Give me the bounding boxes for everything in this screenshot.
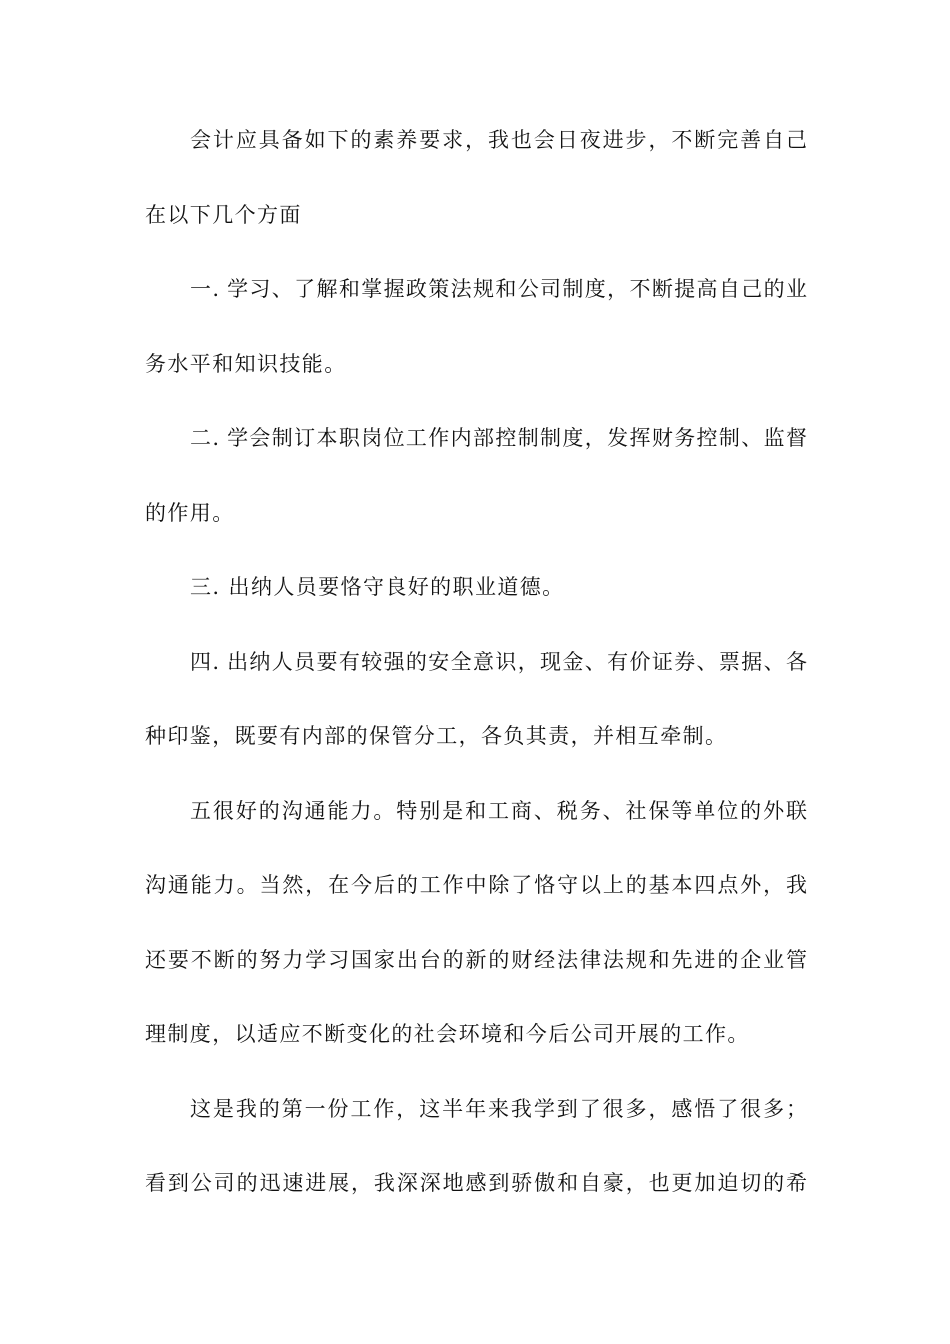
paragraph-line: 看到公司的迅速进展，我深深地感到骄傲和自豪，也更加迫切的希 xyxy=(145,1171,807,1195)
paragraph-line: 理制度，以适应不断变化的社会环境和今后公司开展的工作。 xyxy=(145,1022,750,1046)
paragraph-line: 这是我的第一份工作，这半年来我学到了很多，感悟了很多； xyxy=(190,1096,807,1121)
paragraph-line: 种印鉴，既要有内部的保管分工，各负其责，并相互牵制。 xyxy=(145,724,728,748)
paragraph-line: 的作用。 xyxy=(145,500,235,525)
paragraph-line: 二. 学会制订本职岗位工作内部控制制度，发挥财务控制、监督 xyxy=(190,426,807,450)
paragraph-line: 一. 学习、了解和掌握政策法规和公司制度，不断提高自己的业 xyxy=(190,277,807,301)
paragraph-line: 还要不断的努力学习国家出台的新的财经法律法规和先进的企业管 xyxy=(145,947,807,972)
paragraph-line: 四. 出纳人员要有较强的安全意识，现金、有价证券、票据、各 xyxy=(190,649,807,674)
document-body xyxy=(145,128,807,1246)
paragraph-line: 在以下几个方面 xyxy=(145,202,302,227)
paragraph-line: 务水平和知识技能。 xyxy=(145,351,347,376)
paragraph-line: 五很好的沟通能力。特别是和工商、税务、社保等单位的外联 xyxy=(190,798,807,823)
paragraph-line: 沟通能力。当然，在今后的工作中除了恪守以上的基本四点外，我 xyxy=(145,873,807,897)
paragraph-line: 会计应具备如下的素养要求，我也会日夜进步，不断完善自己 xyxy=(190,128,807,152)
paragraph-line: 三. 出纳人员要恪守良好的职业道德。 xyxy=(190,575,565,599)
